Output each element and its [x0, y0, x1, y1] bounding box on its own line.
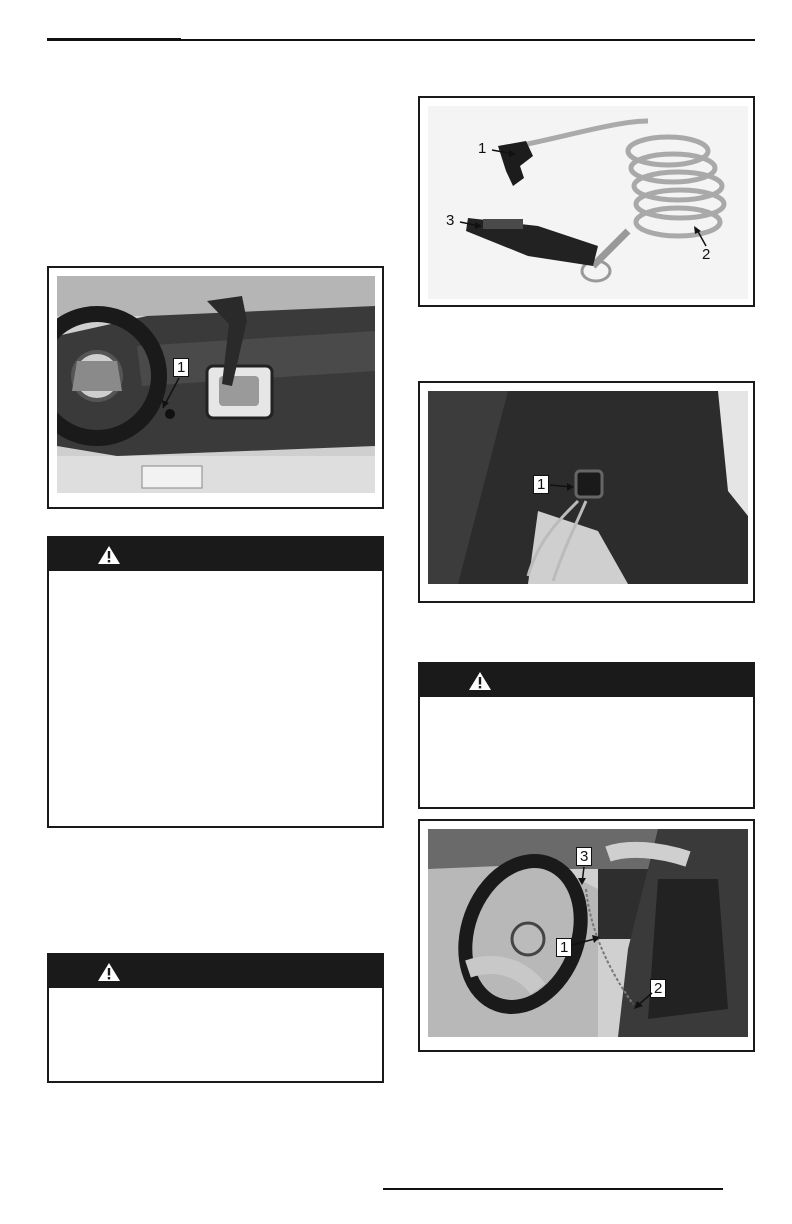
warning-header [420, 664, 753, 697]
callout-arrow [576, 865, 592, 887]
callout-1: 1 [478, 140, 487, 157]
callout-arrow [548, 479, 576, 493]
callout-arrow [490, 146, 518, 158]
footer-rule [383, 1188, 723, 1190]
callout-arrow [570, 933, 602, 949]
callout-2: 2 [650, 979, 666, 998]
warning-box [47, 536, 384, 828]
callout-arrow [458, 218, 484, 232]
figure-dash-switch [47, 266, 384, 509]
header-rule [181, 39, 755, 41]
callout-1: 1 [556, 938, 572, 957]
warning-header [49, 955, 382, 988]
warning-triangle-icon [97, 962, 121, 982]
warning-box [47, 953, 384, 1083]
photo-clip [428, 391, 748, 584]
warning-triangle-icon [468, 671, 492, 691]
figure-operator-lanyard [418, 819, 755, 1052]
figure-lanyard [418, 96, 755, 307]
photo-dashboard [57, 276, 375, 493]
figure-lanyard-clip [418, 381, 755, 603]
warning-box [418, 662, 755, 809]
callout-1: 1 [533, 475, 549, 494]
callout-1: 1 [173, 358, 189, 377]
warning-header [49, 538, 382, 571]
callout-2: 2 [702, 246, 711, 263]
callout-arrow [690, 224, 710, 248]
callout-arrow [632, 991, 656, 1011]
warning-triangle-icon [97, 545, 121, 565]
callout-3: 3 [576, 847, 592, 866]
photo-lanyard [428, 106, 748, 299]
header-rule-thick [47, 38, 181, 41]
callout-arrow [157, 376, 187, 412]
callout-3: 3 [446, 212, 455, 229]
